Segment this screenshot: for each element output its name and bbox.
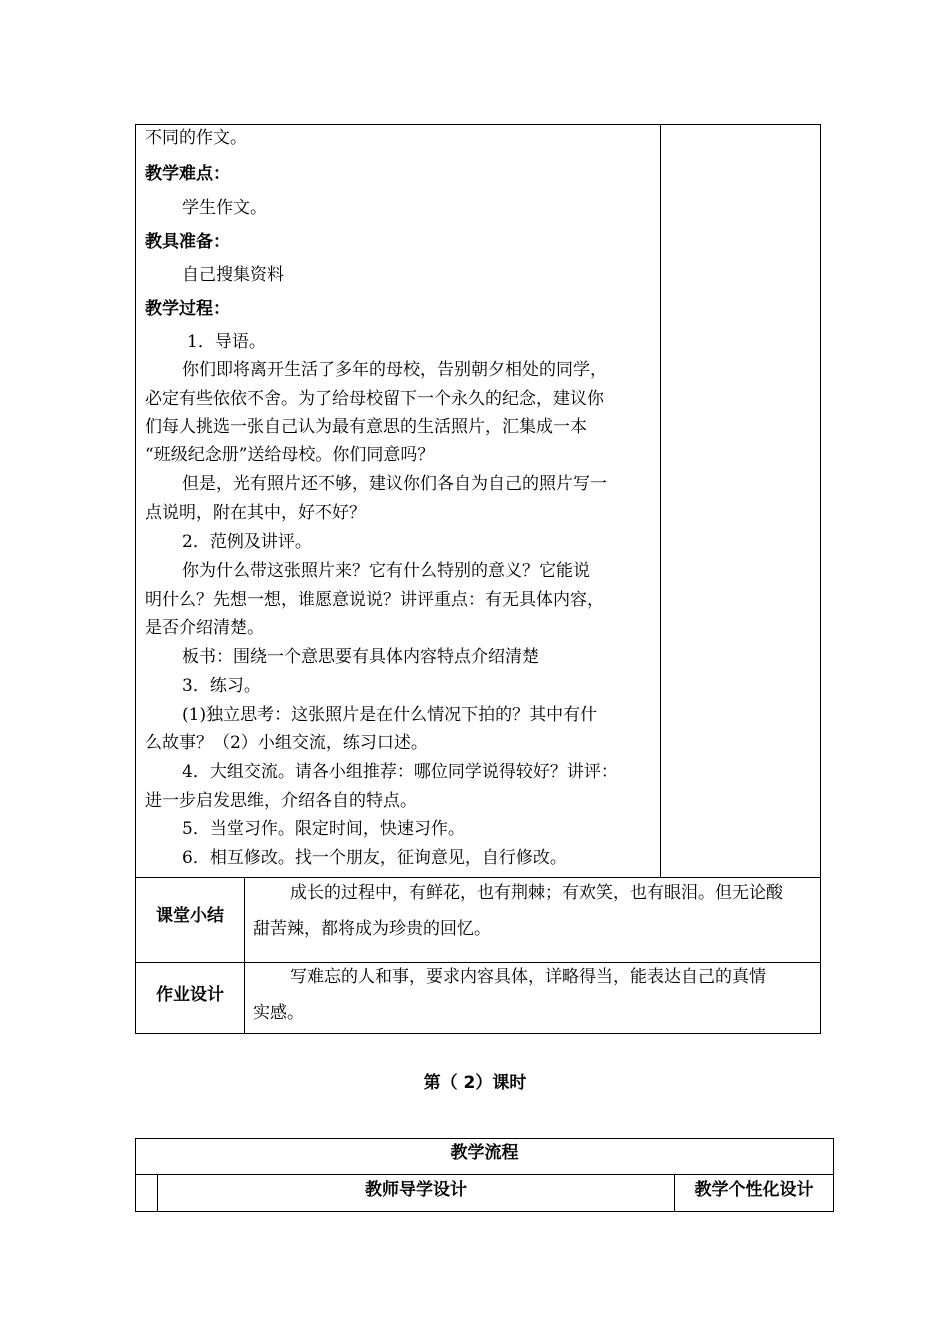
text-line: 你们即将离开生活了多年的母校，告别朝夕相处的同学，	[182, 360, 607, 380]
summary-text-line-1: 成长的过程中，有鲜花，也有荆棘；有欢笑，也有眼泪。但无论酸	[290, 883, 783, 903]
table1-left-border	[135, 124, 136, 1034]
table2-bottom-border	[135, 1211, 834, 1212]
lesson-period-heading: 第（ 2）课时	[423, 1073, 527, 1093]
summary-text-line-2: 甜苦辣，都将成为珍贵的回忆。	[253, 919, 491, 939]
teaching-flow-header: 教学流程	[450, 1143, 519, 1163]
section-heading-process: 教学过程：	[145, 299, 230, 319]
homework-label: 作业设计	[156, 985, 224, 1005]
text-line: 必定有些依依不舍。为了给母校留下一个永久的纪念，建议你	[145, 389, 604, 409]
text-line: (1)独立思考：这张照片是在什么情况下拍的？其中有什	[182, 705, 598, 725]
text-line: “班级纪念册”送给母校。你们同意吗？	[145, 445, 435, 465]
table1-row-separator-1	[135, 877, 821, 878]
personalized-design-header: 教学个性化设计	[694, 1180, 814, 1200]
text-line: 但是，光有照片还不够，建议你们各自为自己的照片写一	[182, 474, 607, 494]
section-heading-materials: 教具准备：	[145, 232, 230, 252]
text-line: 明什么？先想一想，谁愿意说说？讲评重点：有无具体内容，	[145, 590, 604, 610]
text-line: 板书：围绕一个意思要有具体内容特点介绍清楚	[182, 647, 539, 667]
table1-bottom-border	[135, 1033, 821, 1034]
summary-label: 课堂小结	[156, 906, 224, 926]
table2-row-separator	[135, 1174, 834, 1175]
homework-text-line-1: 写难忘的人和事，要求内容具体，详略得当，能表达自己的真情	[290, 967, 766, 987]
text-line: 6．相互修改。找一个朋友，征询意见，自行修改。	[182, 848, 567, 868]
table1-column-divider	[660, 124, 661, 877]
text-line: 进一步启发思维，介绍各自的特点。	[145, 791, 417, 811]
text-line: 你为什么带这张照片来？它有什么特别的意义？它能说	[182, 561, 590, 581]
section-heading-difficulty: 教学难点：	[145, 164, 230, 184]
homework-text-line-2: 实感。	[253, 1003, 304, 1023]
text-line: 是否介绍清楚。	[145, 618, 264, 638]
text-line: 么故事？（2）小组交流，练习口述。	[145, 733, 428, 753]
text-line: 1．导语。	[187, 332, 266, 352]
text-line: 点说明，附在其中，好不好？	[145, 503, 366, 523]
table2-top-border	[135, 1138, 834, 1139]
table1-row-separator-2	[135, 962, 821, 963]
text-line: 3．练习。	[182, 676, 261, 696]
text-line: 5．当堂习作。限定时间，快速习作。	[182, 819, 465, 839]
table1-label-divider	[244, 877, 245, 1034]
text-line: 2．范例及讲评。	[182, 532, 312, 552]
text-line: 自己搜集资料	[182, 265, 284, 285]
text-line: 不同的作文。	[145, 128, 247, 148]
text-line: 学生作文。	[182, 198, 267, 218]
table1-top-border	[135, 124, 821, 125]
text-line: 4．大组交流。请各小组推荐：哪位同学说得较好？讲评：	[182, 762, 618, 782]
text-line: 们每人挑选一张自己认为最有意思的生活照片，汇集成一本	[145, 417, 587, 437]
teacher-guide-design-header: 教师导学设计	[365, 1180, 467, 1200]
table1-right-border	[820, 124, 821, 1034]
